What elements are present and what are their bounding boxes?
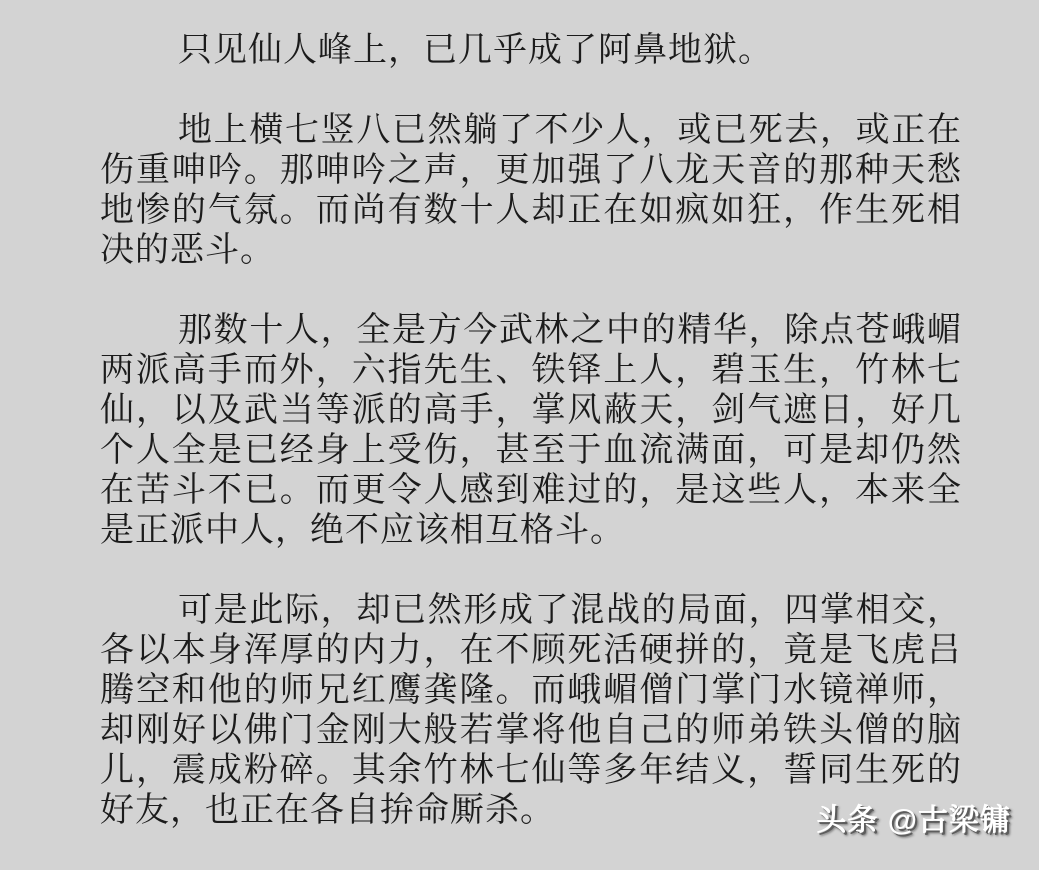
paragraph: 那数十人，全是方今武林之中的精华，除点苍峨嵋两派高手而外，六指先生、铁铎上人，碧玉生，竹林七仙，以及武当等派的高手，掌风蔽天，剑气遮日，好几个人全是已经身上受伤，甚至于血流满面，可是却仍然在苦斗不已。而更令人感到难过的，是这些人，本来全是正派中人，绝不应该相互格斗。 bbox=[100, 311, 962, 549]
watermark-label: 头条 @古梁镛 bbox=[816, 804, 1011, 837]
paragraph: 可是此际，却已然形成了混战的局面，四掌相交，各以本身浑厚的内力，在不顾死活硬拼的，竟是飞虎吕腾空和他的师兄红鹰龚隆。而峨嵋僧门掌门水镜禅师，却刚好以佛门金刚大般若掌将他自己的师弟铁头僧的脑儿，震成粉碎。其余竹林七仙等多年结义，誓同生死的好友，也正在各自拚命厮杀。 bbox=[100, 591, 962, 829]
paragraph: 只见仙人峰上，已几乎成了阿鼻地狱。 bbox=[178, 31, 773, 69]
article-text bbox=[100, 30, 962, 870]
watermark bbox=[816, 795, 1011, 839]
paragraph: 地上横七竖八已然躺了不少人，或已死去，或正在伤重呻吟。那呻吟之声，更加强了八龙天音的那种天愁地惨的气氛。而尚有数十人却正在如疯如狂，作生死相决的恶斗。 bbox=[100, 111, 962, 269]
